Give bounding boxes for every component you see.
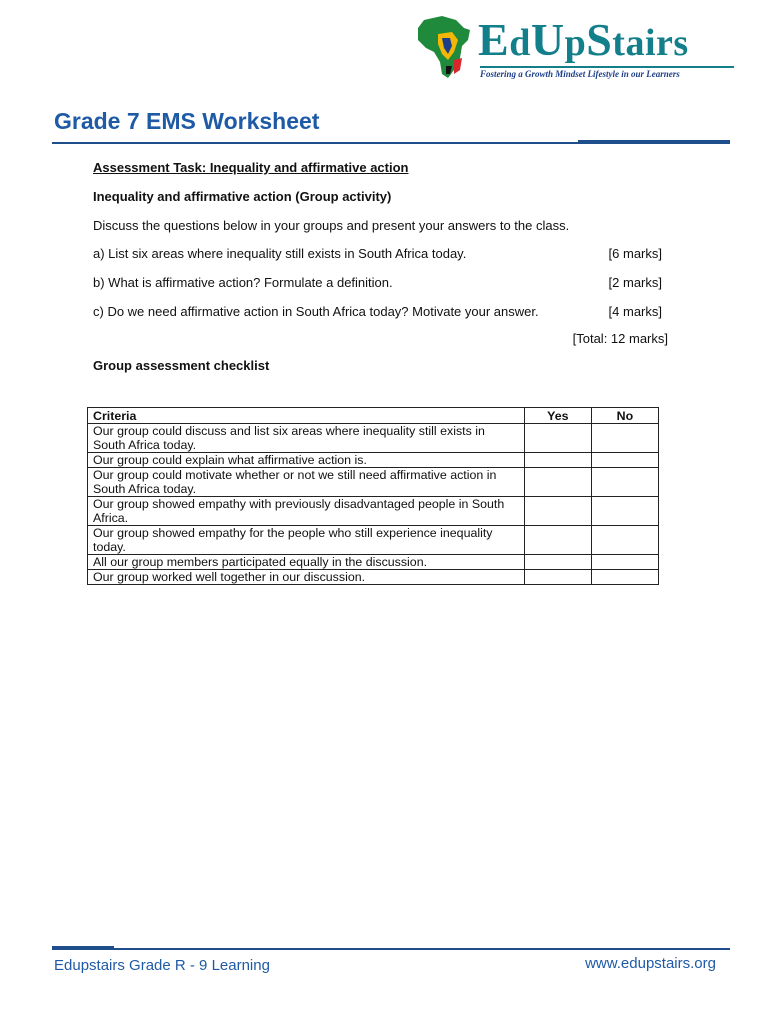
activity-title: Inequality and affirmative action (Group activity) xyxy=(93,189,392,204)
yes-cell xyxy=(524,555,591,570)
criteria-cell: All our group members participated equally in the discussion. xyxy=(88,555,525,570)
question-text: b) What is affirmative action? Formulate a definition. xyxy=(93,275,393,290)
criteria-header: Criteria xyxy=(88,408,525,424)
logo-wordmark: EdUpStairs xyxy=(478,14,689,65)
task-intro: Discuss the questions below in your groups and present your answers to the class. xyxy=(93,218,570,233)
table-row xyxy=(88,424,659,453)
yes-cell xyxy=(524,468,591,497)
criteria-cell: Our group could motivate whether or not we still need affirmative action in South Africa today. xyxy=(88,468,525,497)
footer-website-link[interactable]: www.edupstairs.org xyxy=(585,955,716,972)
question-text: a) List six areas where inequality still exists in South Africa today. xyxy=(93,246,467,261)
no-cell xyxy=(591,453,658,468)
table-row xyxy=(88,468,659,497)
yes-cell xyxy=(524,570,591,585)
assessment-checklist-table xyxy=(87,407,659,585)
logo-tagline: Fostering a Growth Mindset Lifestyle in our Learners xyxy=(480,66,734,79)
question-marks: [4 marks] xyxy=(608,304,662,319)
africa-map-icon xyxy=(412,14,482,80)
task-content xyxy=(93,160,668,381)
footer-divider-accent xyxy=(52,946,114,950)
edupstairs-logo xyxy=(412,14,734,80)
table-header-row xyxy=(88,408,659,424)
table-row xyxy=(88,526,659,555)
no-cell xyxy=(591,468,658,497)
footer-org-name: Edupstairs Grade R - 9 Learning xyxy=(54,957,270,974)
no-cell xyxy=(591,526,658,555)
table-row xyxy=(88,497,659,526)
question-row xyxy=(93,304,668,319)
question-row xyxy=(93,275,668,290)
yes-cell xyxy=(524,526,591,555)
question-marks: [2 marks] xyxy=(608,275,662,290)
yes-cell xyxy=(524,497,591,526)
no-cell xyxy=(591,424,658,453)
table-row xyxy=(88,555,659,570)
header-divider-accent xyxy=(578,140,730,144)
total-marks: [Total: 12 marks] xyxy=(572,331,668,346)
no-header: No xyxy=(591,408,658,424)
criteria-cell: Our group worked well together in our discussion. xyxy=(88,570,525,585)
footer-divider xyxy=(52,948,730,950)
assessment-task-title: Assessment Task: Inequality and affirmative action xyxy=(93,160,409,175)
question-row xyxy=(93,246,668,261)
checklist-title: Group assessment checklist xyxy=(93,358,270,373)
question-text: c) Do we need affirmative action in South Africa today? Motivate your answer. xyxy=(93,304,539,319)
no-cell xyxy=(591,497,658,526)
criteria-cell: Our group showed empathy with previously disadvantaged people in South Africa. xyxy=(88,497,525,526)
yes-header: Yes xyxy=(524,408,591,424)
yes-cell xyxy=(524,424,591,453)
table-row xyxy=(88,570,659,585)
no-cell xyxy=(591,555,658,570)
criteria-cell: Our group could discuss and list six areas where inequality still exists in South Africa today. xyxy=(88,424,525,453)
criteria-cell: Our group could explain what affirmative action is. xyxy=(88,453,525,468)
table-row xyxy=(88,453,659,468)
page-title: Grade 7 EMS Worksheet xyxy=(54,108,320,134)
question-marks: [6 marks] xyxy=(608,246,662,261)
yes-cell xyxy=(524,453,591,468)
no-cell xyxy=(591,570,658,585)
criteria-cell: Our group showed empathy for the people who still experience inequality today. xyxy=(88,526,525,555)
